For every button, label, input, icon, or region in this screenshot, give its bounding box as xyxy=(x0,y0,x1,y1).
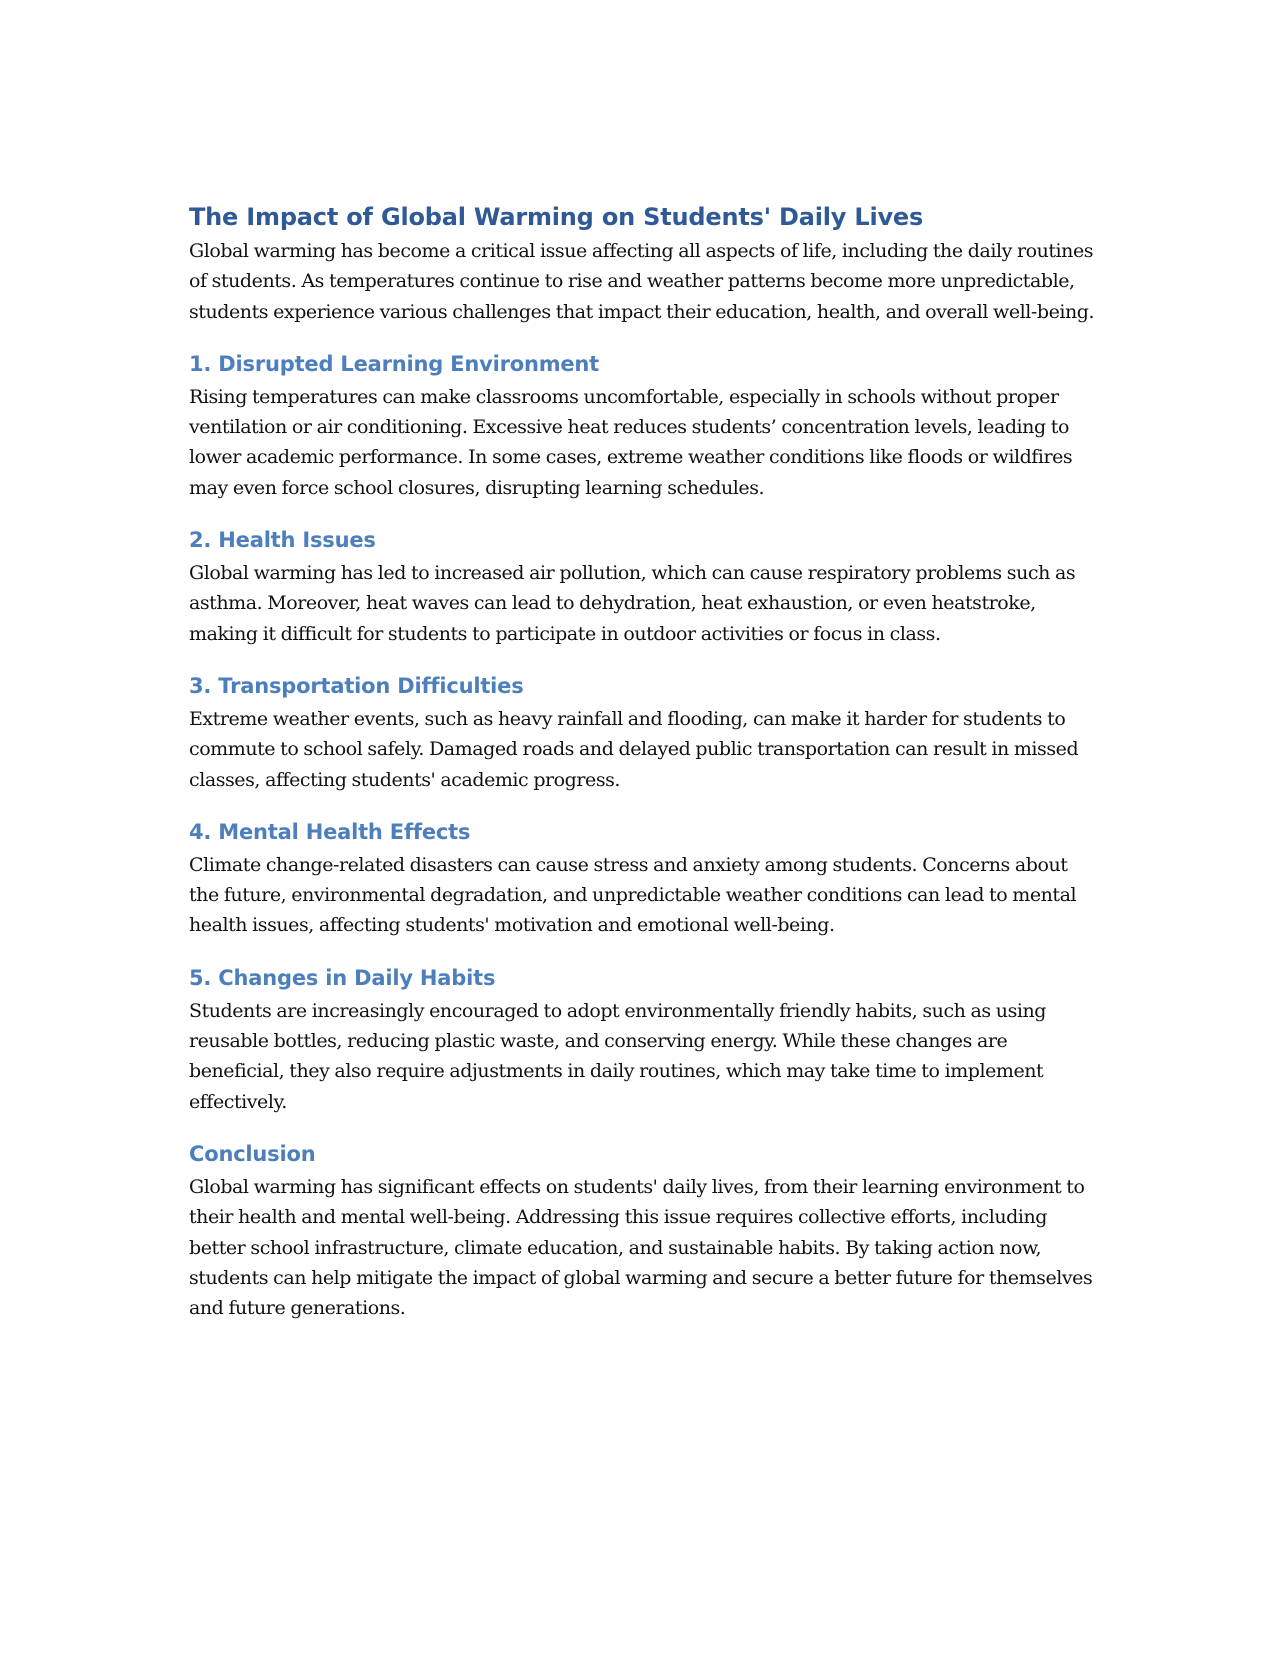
section-heading: 2. Health Issues xyxy=(189,528,376,553)
section-heading: 1. Disrupted Learning Environment xyxy=(189,351,600,376)
document-title: The Impact of Global Warming on Students' Daily Lives xyxy=(189,203,924,231)
document-body xyxy=(189,201,1099,1323)
section-conclusion xyxy=(189,1139,1099,1323)
section-paragraph: Extreme weather events, such as heavy rainfall and flooding, can make it harder for students to commute to school safely. Damaged roads and delayed public transportation can result in missed classes, affecting students' academic progress. xyxy=(189,707,1079,791)
section-daily-habits xyxy=(189,963,1099,1117)
section-paragraph: Rising temperatures can make classrooms uncomfortable, especially in schools without proper ventilation or air conditioning. Excessive heat reduces students’ concentration levels, leading to lower academic performance. In some cases, extreme weather conditions like floods or wildfires may even force school closures, disrupting learning schedules. xyxy=(189,385,1073,499)
section-heading: 3. Transportation Difficulties xyxy=(189,673,524,698)
section-mental-health xyxy=(189,817,1099,941)
section-heading: 5. Changes in Daily Habits xyxy=(189,965,496,990)
intro-paragraph: Global warming has become a critical issue affecting all aspects of life, including the daily routines of students. As temperatures continue to rise and weather patterns become more unpredictable, students experience various challenges that impact their education, health, and overall well-being. xyxy=(189,240,1095,323)
section-disrupted-learning xyxy=(189,349,1099,503)
section-paragraph: Global warming has led to increased air pollution, which can cause respiratory problems such as asthma. Moreover, heat waves can lead to dehydration, heat exhaustion, or even heatstroke, making it difficult for students to participate in outdoor activities or focus in class. xyxy=(189,562,1076,645)
section-heading: Conclusion xyxy=(189,1141,316,1166)
section-paragraph: Climate change-related disasters can cause stress and anxiety among students. Concerns about the future, environmental degradation, and unpredictable weather conditions can lead to mental health issues, affecting students' motivation and emotional well-being. xyxy=(189,853,1077,937)
section-heading: 4. Mental Health Effects xyxy=(189,819,471,844)
section-transportation xyxy=(189,671,1099,795)
section-paragraph: Global warming has significant effects on students' daily lives, from their learning environment to their health and mental well-being. Addressing this issue requires collective efforts, including better school infrastructure, climate education, and sustainable habits. By taking action now, students can help mitigate the impact of global warming and secure a better future for themselves and future generations. xyxy=(189,1175,1093,1320)
section-paragraph: Students are increasingly encouraged to adopt environmentally friendly habits, such as using reusable bottles, reducing plastic waste, and conserving energy. While these changes are beneficial, they also require adjustments in daily routines, which may take time to implement effectively. xyxy=(189,999,1047,1113)
section-health-issues xyxy=(189,525,1099,649)
